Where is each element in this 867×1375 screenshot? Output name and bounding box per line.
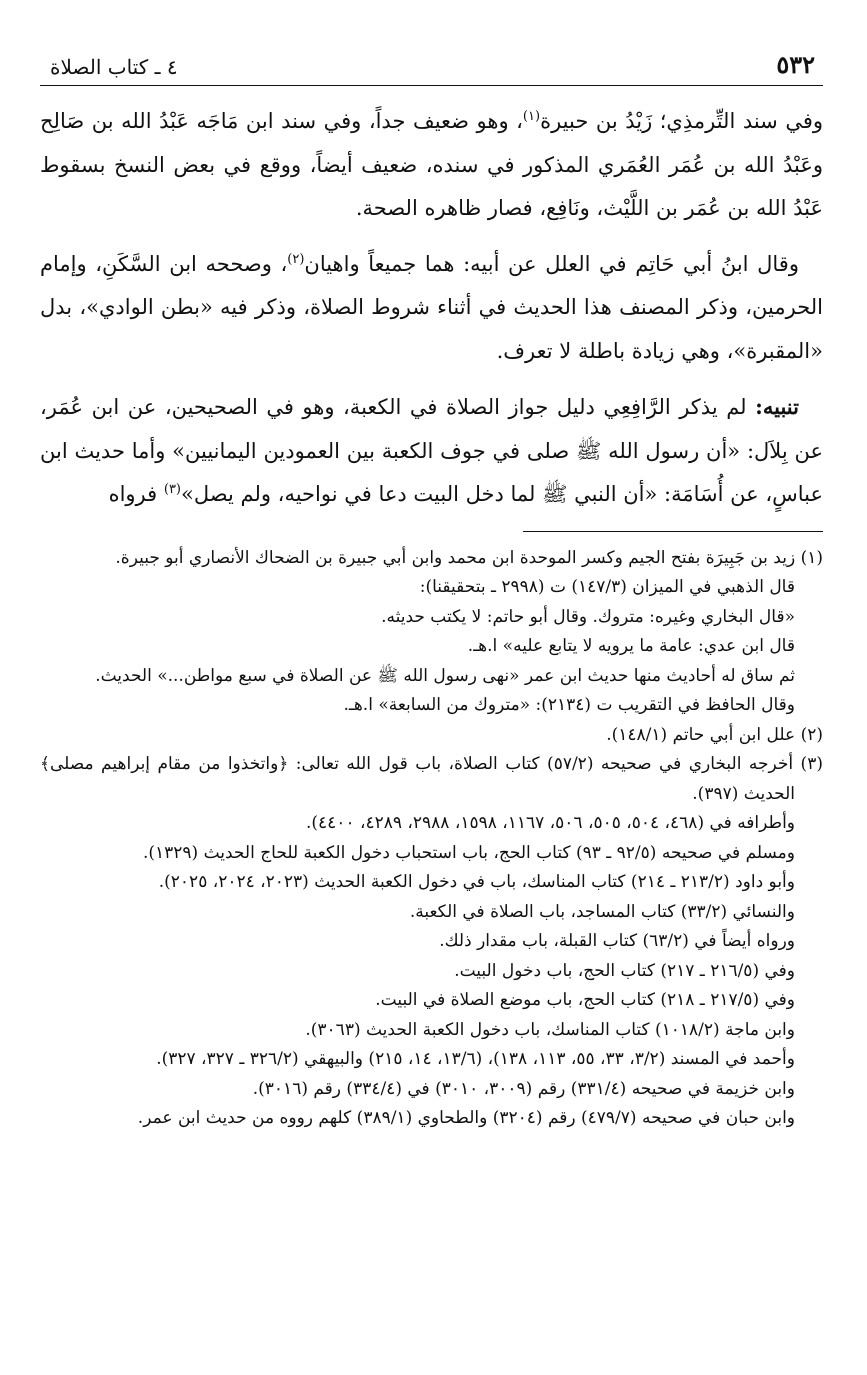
footnote-line: قال ابن عدي: عامة ما يرويه لا يتابع عليه» ا.هـ. (467, 636, 795, 656)
footnote-line: والنسائي (٣٣/٢) كتاب المساجد، باب الصلاة في الكعبة. (409, 901, 795, 922)
footnote-line: ثم ساق له أحاديث منها حديث ابن عمر «نهى رسول الله ﷺ عن الصلاة في سبع مواطن...» الحديث. (95, 665, 795, 686)
footnote-line: (١) زيد بن جَبِيرَة بفتح الجيم وكسر الموحدة ابن محمد وابن أبي جبيرة بن الضحاك الأنصاري أبو جبيرة. (115, 547, 823, 568)
page-number: ٥٣٢ (776, 50, 815, 79)
footnote-line: (٣) أخرجه البخاري في صحيحه (٥٧/٢) كتاب الصلاة، باب قول الله تعالى: ﴿واتخذوا من مقام إبراهيم مصلى﴾ الحديث (٣٩٧). (40, 754, 823, 804)
footnote-ref: (٢) (287, 251, 305, 267)
paragraph-3 (40, 385, 823, 517)
paragraph-text: ، وهو ضعيف جداً، وفي سند ابن مَاجَه عَبْدُ الله بن صَالِح وعَبْدُ الله بن عُمَر العُمَري المذكور في سنده، ضعيف أيضاً، ووقع في بعض النسخ بسقوط عَبْدُ الله بن عُمَر بن اللَّيْث، ونَافِع، فصار ظاهره الصحة. (40, 109, 823, 220)
paragraph-1 (40, 100, 823, 231)
footnote-line: وابن حبان في صحيحه (٤٧٩/٧) رقم (٣٢٠٤) والطحاوي (٣٨٩/١) كلهم رووه من حديث ابن عمر. (137, 1108, 795, 1128)
footnote-line: وقال الحافظ في التقريب ت (٢١٣٤): «متروك من السابعة» ا.هـ. (343, 695, 795, 715)
paragraph-text: فرواه (108, 482, 164, 506)
footnote-line: وأطرافه في (٤٦٨، ٥٠٤، ٥٠٥، ٥٠٦، ١١٦٧، ١٥٩٨، ٢٩٨٨، ٤٢٨٩، ٤٤٠٠). (306, 813, 795, 833)
footnote-divider (523, 531, 823, 532)
footnote-line: وأحمد في المسند (٣/٢، ٣٣، ٥٥، ١١٣، ١٣٨)، (١٣/٦، ١٤، ٢١٥) والبيهقي (٣٢٦/٢ ـ ٣٢٧، ٣٢٧). (156, 1049, 795, 1069)
paragraph-text: لم يذكر الرَّافِعِي دليل جواز الصلاة في الكعبة، وهو في الصحيحين، عن ابن عُمَر، عن بِلاَل: «أن رسول الله ﷺ صلى في جوف الكعبة بين العمودين اليمانيين» وأما حديث ابن عباسٍ، عن أُسَامَة: «أن النبي ﷺ لما دخل البيت دعا في نواحيه، ولم يصل» (40, 395, 823, 506)
paragraph-text: وفي سند التِّرمذِي؛ زَيْدُ بن حبيرة (540, 109, 823, 133)
chapter-title: ٤ ـ كتاب الصلاة (50, 55, 178, 79)
footnote-line: وابن ماجة (١٠١٨/٢) كتاب المناسك، باب دخول الكعبة الحديث (٣٠٦٣). (305, 1019, 795, 1040)
paragraph-text: وقال ابنُ أبي حَاتِم في العلل عن أبيه: هما جميعاً واهيان (304, 251, 799, 276)
footnote-ref: (١) (522, 109, 541, 124)
footnotes (40, 544, 823, 1134)
footnote-line: وأبو داود (٢١٣/٢ ـ ٢١٤) كتاب المناسك، باب في دخول الكعبة الحديث (٢٠٢٣، ٢٠٢٤، ٢٠٢٥). (158, 872, 795, 892)
note-lead: تنبيه: (755, 394, 799, 419)
footnote-line: قال الذهبي في الميزان (١٤٧/٣) ت (٢٩٩٨ ـ بتحقيقنا): (419, 577, 795, 597)
footnote-ref: (٣) (163, 482, 181, 497)
main-text (40, 100, 823, 517)
paragraph-text: ، وصححه ابن السَّكَنِ، وإمام الحرمين، وذكر المصنف هذا الحديث في أثناء شروط الصلاة، وذكر فيه «بطن الوادي»، بدل «المقبرة»، وهي زيادة باطلة لا تعرف. (40, 251, 823, 363)
footnote-line: «قال البخاري وغيره: متروك. وقال أبو حاتم: لا يكتب حديثه. (381, 606, 795, 627)
footnote-line: (٢) علل ابن أبي حاتم (١٤٨/١). (606, 724, 823, 745)
footnote-line: وابن خزيمة في صحيحه (٣٣١/٤) رقم (٣٠٠٩، ٣٠١٠) في (٣٣٤/٤) رقم (٣٠١٦). (252, 1078, 795, 1099)
paragraph-2 (40, 243, 823, 374)
page-header (40, 50, 823, 86)
footnote-line: ورواه أيضاً في (٦٣/٢) كتاب القبلة، باب مقدار ذلك. (439, 931, 795, 951)
footnote-line: ومسلم في صحيحه (٩٢/٥ ـ ٩٣) كتاب الحج، باب استحباب دخول الكعبة للحاج الحديث (١٣٢٩). (142, 842, 795, 863)
footnote-line: وفي (٢١٧/٥ ـ ٢١٨) كتاب الحج، باب موضع الصلاة في البيت. (375, 990, 795, 1010)
footnote-line: وفي (٢١٦/٥ ـ ٢١٧) كتاب الحج، باب دخول البيت. (454, 960, 795, 981)
